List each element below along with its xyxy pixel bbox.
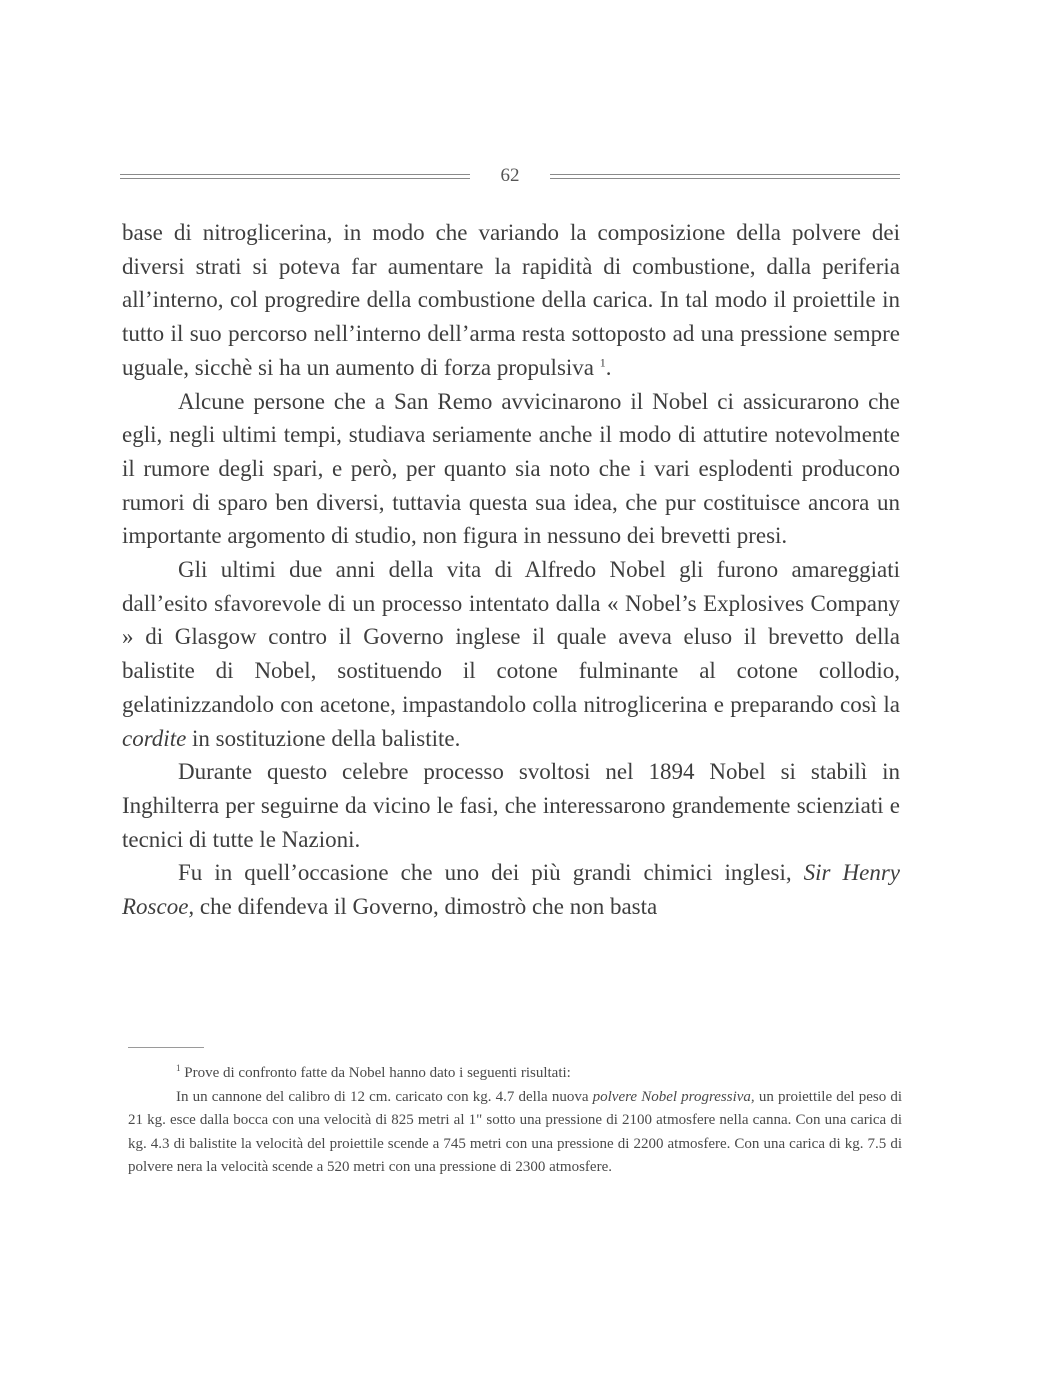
paragraph-2: Alcune persone che a San Remo avvicinarono il Nobel ci assicurarono che egli, negli ultimi tempi, studiava seriamente anche il modo di attutire notevolmente il rumore degli spari, e però, per quanto sia noto che i vari esplodenti producono rumori di sparo ben diversi, tuttavia questa sua idea, che pur costituisce ancora un importante argomento di studio, non figura in nessuno dei brevetti presi. — [122, 388, 900, 549]
footnote-separator — [128, 1047, 204, 1048]
paragraph-5-before: Fu in quell’occasione che uno dei più grandi chimici inglesi, — [178, 860, 792, 886]
body-text — [122, 216, 900, 924]
footnote-1-intro-text: Prove di confronto fatte da Nobel hanno dato i seguenti risultati: — [184, 1065, 571, 1081]
paragraph-3-after: in sostituzione della balistite. — [192, 725, 461, 751]
footnote-ref-1: 1 — [599, 355, 606, 370]
footnote-1-body — [128, 1086, 902, 1180]
page-header — [120, 165, 900, 189]
paragraph-5-italic: Sir Henry Roscoe, — [122, 860, 900, 920]
paragraph-1-text: base di nitroglicerina, in modo che variando la composizione della polvere dei diversi strati si poteva far aumentare la rapidità di combustione, dalla periferia all’interno, col progredire della combustione della carica. In tal modo il proiettile in tutto il suo percorso nell’interno dell’arma resta sottoposto ad una pressione sempre uguale, sicchè si ha un aumento di forza propulsiva — [122, 220, 900, 380]
footnote-1-italic: polvere Nobel progressiva, — [592, 1088, 755, 1105]
paragraph-3-italic: cordite — [122, 725, 187, 751]
page-number: 62 — [500, 165, 520, 186]
footnote-1-after: un proiettile del peso di 21 kg. esce dalla bocca con una velocità di 825 metri al 1" sotto una pressione di 2100 atmosfere nella canna. Con una carica di kg. 4.3 di balistite la velocità del proiettile scende a 745 metri con una pressione di 2200 atmosfere. Con una carica di kg. 7.5 di polvere nera la velocità scende a 520 metri con una pressione di 2300 atmosfere. — [128, 1088, 903, 1175]
paragraph-3-before: Gli ultimi due anni della vita di Alfredo Nobel gli furono amareggiati dall’esito sfavorevole di un processo intentato dalla « Nobel’s Explosives Company » di Glasgow contro il Governo inglese il quale aveva eluso il brevetto della balistite di Nobel, sostituendo il cotone fulminante al cotone collodio, gelatinizzandolo con acetone, impastandolo colla nitroglicerina e preparando così la — [122, 557, 900, 717]
paragraph-1 — [122, 216, 900, 385]
paragraph-1-end: . — [605, 354, 612, 380]
footnote-1-intro — [128, 1062, 902, 1086]
paragraph-4: Durante questo celebre processo svoltosi nel 1894 Nobel si stabilì in Inghilterra per seguirne da vicino le fasi, che interessarono grandemente scienziati e tecnici di tutte le Nazioni. — [122, 759, 900, 852]
footnote-1-before: In un cannone del calibro di 12 cm. caricato con kg. 4.7 della nuova — [176, 1088, 589, 1105]
footnote-1-marker: 1 — [176, 1063, 181, 1073]
footnotes — [128, 1062, 902, 1180]
paragraph-5 — [122, 856, 900, 923]
header-rule-right — [550, 174, 900, 179]
paragraph-5-after: che difendeva il Governo, dimostrò che non basta — [199, 894, 658, 920]
paragraph-3 — [122, 553, 900, 755]
